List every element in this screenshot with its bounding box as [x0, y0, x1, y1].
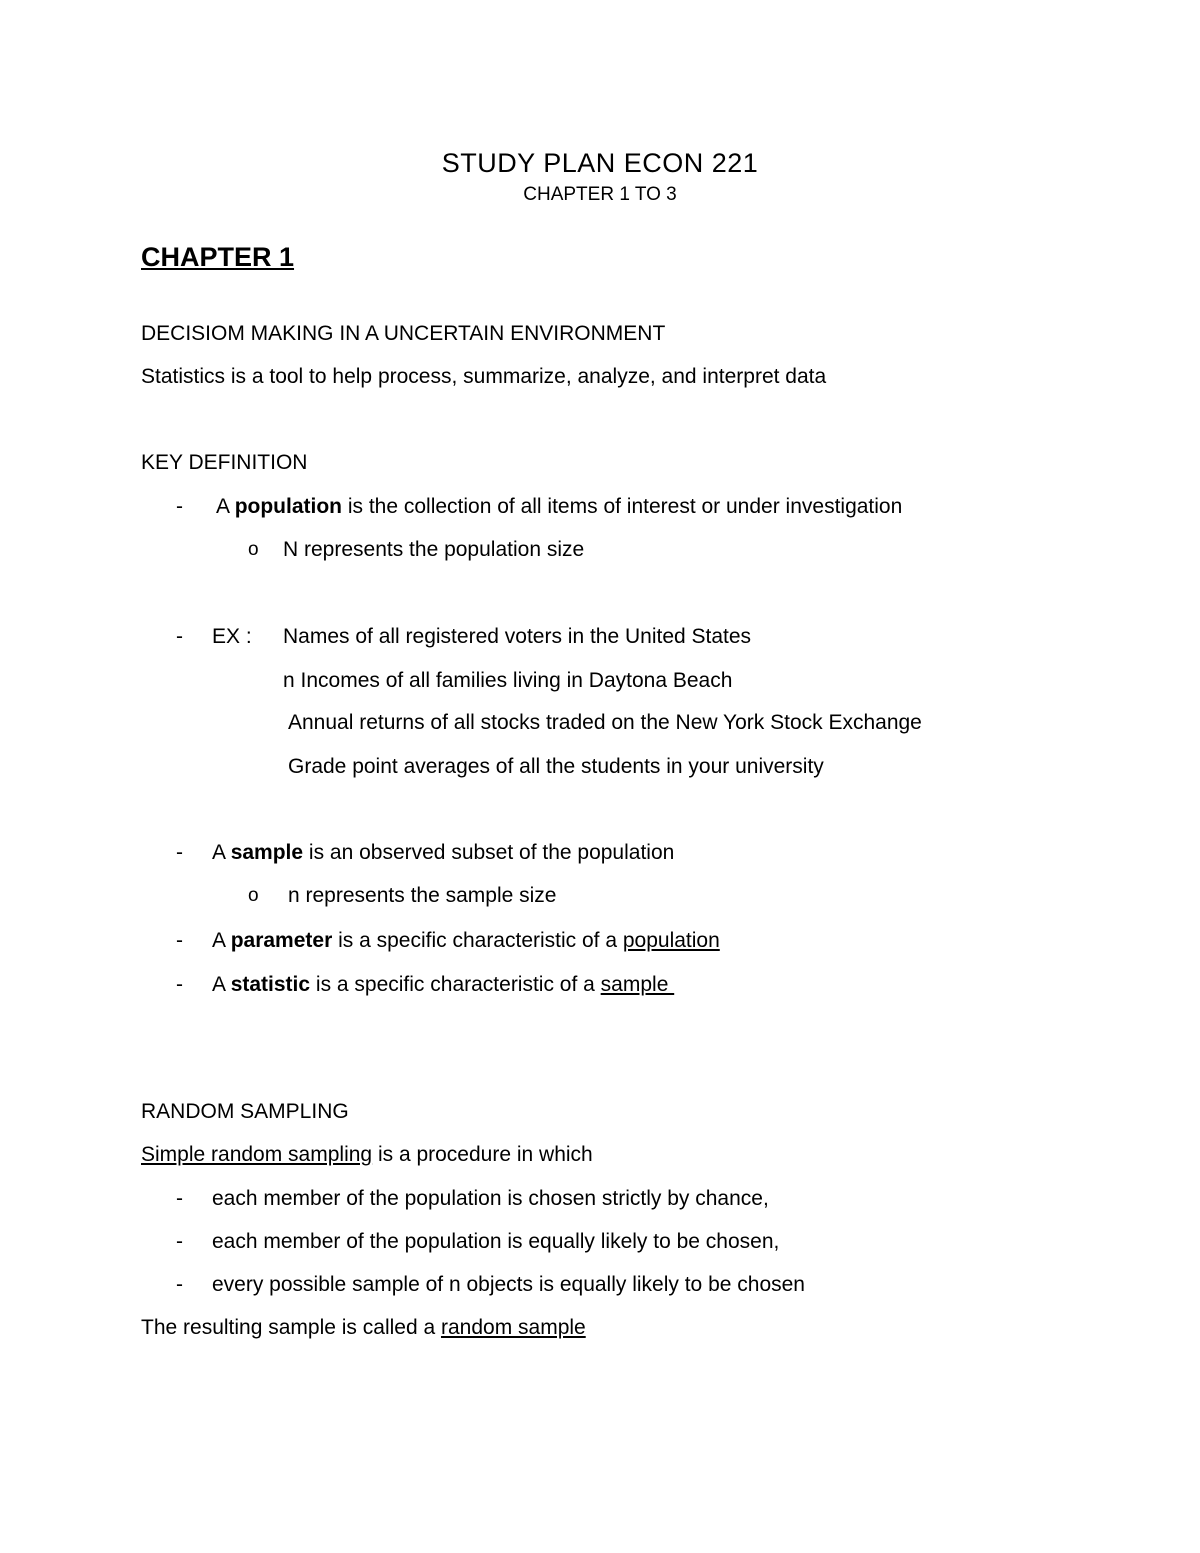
definition-prefix: A — [212, 841, 231, 864]
definition-prefix: A — [216, 495, 235, 518]
sample-definition — [212, 842, 674, 863]
definition-prefix: A — [212, 973, 231, 996]
parameter-desc: is a specific characteristic of a — [332, 929, 623, 952]
dash-bullet: - — [176, 1273, 183, 1296]
statistic-term: statistic — [230, 973, 311, 996]
population-underlined: population — [622, 929, 720, 952]
sub-bullet: o — [248, 885, 259, 906]
intro-rest: is a procedure in which — [372, 1143, 593, 1166]
result-prefix: The resulting sample is called a — [141, 1316, 441, 1339]
sampling-criterion: every possible sample of n objects is equally likely to be chosen — [212, 1273, 805, 1296]
random-sampling-intro — [141, 1144, 593, 1165]
population-definition — [216, 496, 902, 517]
sample-underlined: sample — [600, 973, 675, 996]
dash-bullet: - — [176, 1187, 183, 1210]
parameter-term: parameter — [230, 929, 333, 952]
random-sample-term: random sample — [440, 1316, 586, 1339]
sub-bullet: o — [248, 539, 259, 560]
document-subtitle: CHAPTER 1 TO 3 — [523, 184, 677, 205]
random-sample-result — [141, 1317, 586, 1338]
population-size-note: N represents the population size — [283, 538, 585, 561]
example-item: Annual returns of all stocks traded on the New York Stock Exchange — [288, 711, 922, 734]
population-term: population — [234, 495, 342, 518]
simple-random-sampling-term: Simple random sampling — [141, 1143, 373, 1166]
statistic-desc: is a specific characteristic of a — [310, 973, 601, 996]
dash-bullet: - — [176, 973, 183, 996]
key-definition-heading: KEY DEFINITION — [141, 451, 308, 474]
dash-bullet: - — [176, 1230, 183, 1253]
dash-bullet: - — [176, 495, 183, 518]
statistic-definition — [212, 974, 674, 995]
example-item: Grade point averages of all the students in your university — [288, 755, 824, 778]
sampling-criterion: each member of the population is chosen strictly by chance, — [212, 1187, 769, 1210]
decision-heading: DECISIOM MAKING IN A UNCERTAIN ENVIRONMENT — [141, 322, 666, 345]
population-desc: is the collection of all items of interest or under investigation — [342, 495, 903, 518]
sample-term: sample — [230, 841, 304, 864]
definition-prefix: A — [212, 929, 231, 952]
example-label: EX : — [212, 625, 252, 648]
chapter-heading: CHAPTER 1 — [141, 242, 295, 272]
document-title: STUDY PLAN ECON 221 — [441, 148, 759, 178]
sampling-criterion: each member of the population is equally likely to be chosen, — [212, 1230, 780, 1253]
parameter-definition — [212, 930, 720, 951]
dash-bullet: - — [176, 929, 183, 952]
example-item: n Incomes of all families living in Daytona Beach — [283, 669, 733, 692]
random-sampling-heading: RANDOM SAMPLING — [141, 1100, 349, 1123]
sample-desc: is an observed subset of the population — [303, 841, 675, 864]
dash-bullet: - — [176, 625, 183, 648]
sample-size-note: n represents the sample size — [288, 884, 557, 907]
example-item: Names of all registered voters in the United States — [283, 625, 752, 648]
decision-text: Statistics is a tool to help process, summarize, analyze, and interpret data — [141, 365, 827, 388]
dash-bullet: - — [176, 841, 183, 864]
